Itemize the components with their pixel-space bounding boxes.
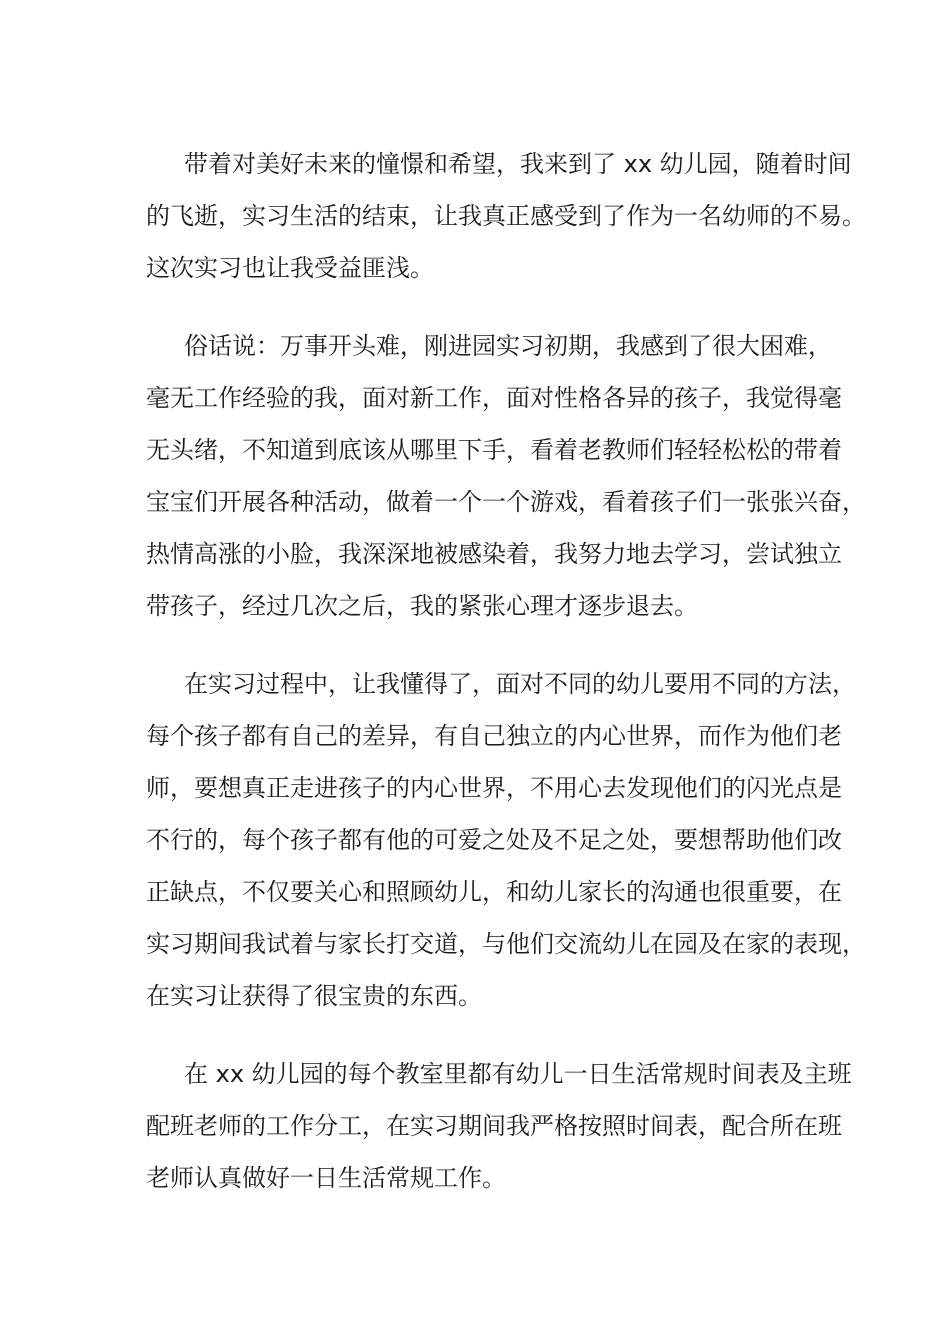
paragraph-line: 不行的，每个孩子都有他的可爱之处及不足之处，要想帮助他们改	[146, 826, 842, 854]
paragraph-line: 实习期间我试着与家长打交道，与他们交流幼儿在园及在家的表现，	[146, 930, 866, 958]
paragraph-line: 的飞逝，实习生活的结束，让我真正感受到了作为一名幼师的不易。	[146, 202, 866, 230]
paragraph-1	[146, 138, 866, 294]
paragraph-line: 师，要想真正走进孩子的内心世界，不用心去发现他们的闪光点是	[146, 774, 842, 802]
paragraph-line: 带孩子，经过几次之后，我的紧张心理才逐步退去。	[146, 592, 698, 620]
paragraph-line: 每个孩子都有自己的差异，有自己独立的内心世界，而作为他们老	[146, 722, 842, 750]
document-body	[146, 138, 866, 1230]
paragraph-line: 无头绪，不知道到底该从哪里下手，看着老教师们轻轻松松的带着	[146, 436, 842, 464]
paragraph-2	[146, 320, 866, 632]
paragraph-line: 宝宝们开展各种活动，做着一个一个游戏，看着孩子们一张张兴奋，	[146, 488, 866, 516]
paragraph-line: 正缺点，不仅要关心和照顾幼儿，和幼儿家长的沟通也很重要，在	[146, 878, 842, 906]
paragraph-line: 带着对美好未来的憧憬和希望，我来到了 xx 幼儿园，随着时间	[184, 150, 852, 178]
paragraph-3	[146, 658, 866, 1022]
paragraph-line: 俗话说：万事开头难，刚进园实习初期，我感到了很大困难，	[184, 332, 832, 360]
paragraph-line: 毫无工作经验的我，面对新工作，面对性格各异的孩子，我觉得毫	[146, 384, 842, 412]
paragraph-line: 在实习让获得了很宝贵的东西。	[146, 982, 482, 1010]
paragraph-line: 老师认真做好一日生活常规工作。	[146, 1164, 506, 1192]
paragraph-line: 在 xx 幼儿园的每个教室里都有幼儿一日生活常规时间表及主班	[184, 1060, 852, 1088]
paragraph-line: 这次实习也让我受益匪浅。	[146, 254, 434, 282]
paragraph-line: 在实习过程中，让我懂得了，面对不同的幼儿要用不同的方法，	[184, 670, 856, 698]
paragraph-line: 配班老师的工作分工，在实习期间我严格按照时间表，配合所在班	[146, 1112, 842, 1140]
paragraph-line: 热情高涨的小脸，我深深地被感染着，我努力地去学习，尝试独立	[146, 540, 842, 568]
paragraph-4	[146, 1048, 852, 1204]
